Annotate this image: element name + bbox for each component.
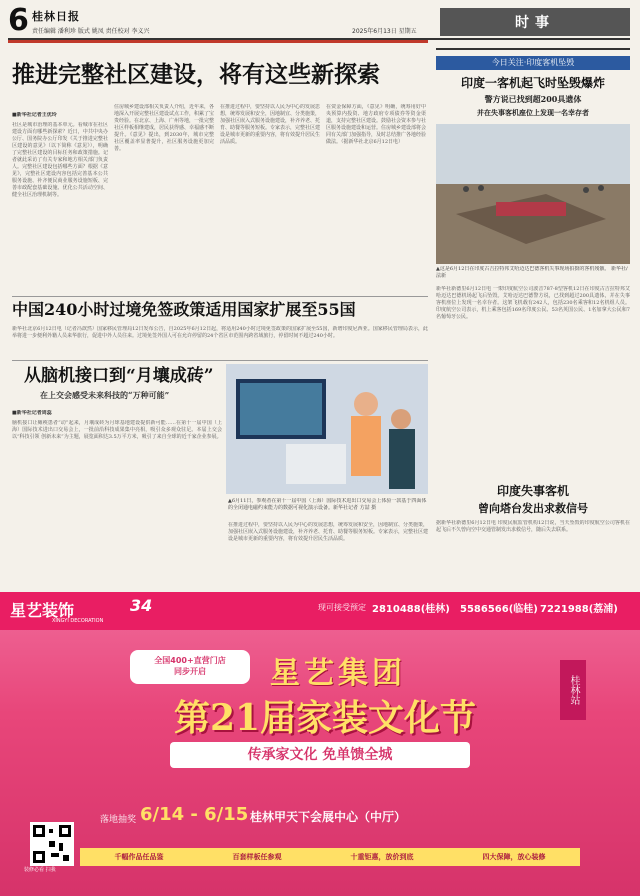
ad-stores: 全国400+直营门店 (154, 656, 226, 665)
page-number: 6 (8, 3, 29, 38)
ad-years: 34 (130, 596, 153, 615)
header-accent-rule (8, 40, 428, 43)
ad-slogan: 传承家文化 免单馈全城 (170, 742, 470, 768)
qr-code-graphic (33, 825, 71, 863)
tech-body: 脑机接口让瘫痪患者“动”起来，月壤成砖为月球基地建设提供新可能……在第十一届中国（上海）国际技术进出口交易会上，一批前沿科技成果集中亮相，吸引众多观众驻足。本届上交会以“科技引领 创新未来”为主题，展览面积达3.5万平方米，吸引了来自全球的近千家企业参展。 (12, 420, 222, 440)
ad-bottom-item: 四大保障，放心装修 (482, 853, 546, 861)
tech-subhead: 在上交会感受未来科技的“万种可能” (40, 390, 170, 400)
crash-photo (436, 124, 630, 264)
ad-hotline-label: 现可接受预定 (318, 603, 366, 612)
ad-phone-2: 5586566(临桂) (460, 604, 538, 615)
expo-caption: ▲6月11日，参观者在第十一届中国（上海）国际技术进出口交易会上体验一款基于四面体的全闭通电磁约束能力的数据可视化演示设备。新华社记者 方喆 摄 (228, 498, 427, 511)
crash-photo-illustration (436, 124, 630, 264)
sidebar-headline3: 曾向塔台发出求救信号 (478, 502, 588, 515)
divider (12, 360, 428, 361)
qr-code-icon (30, 822, 74, 866)
ad-store-badge (130, 650, 250, 684)
ad-phone-3: 7221988(荔浦) (540, 604, 618, 615)
ad-dates-label: 落地抽奖 (100, 815, 137, 825)
ad-venue: 桂林甲天下会展中心（中厅） (250, 810, 407, 824)
masthead: 桂林日报 (32, 10, 80, 23)
ad-stamp: 桂林站 (560, 660, 586, 720)
ad-bottom-item: 十重钜惠，放价到底 (350, 853, 414, 861)
ad-brand-en: XINGYI DECORATION (52, 618, 104, 624)
ad-phone-1: 2810488(桂林) (372, 604, 450, 615)
sidebar-body2: 据新华社新德里6月12日电 印度民航监管机构12日说，当天坠毁的印度航空公司客机在起飞后不久曾向空中交通管制发出求救信号，随后失去联系。 (436, 520, 630, 533)
visa-headline: 中国240小时过境免签政策适用国家扩展至55国 (12, 300, 356, 319)
ad-bottom-bar (80, 848, 580, 866)
section-banner: 时事 (440, 8, 630, 36)
sidebar-headline: 印度一客机起飞时坠毁爆炸 (460, 76, 605, 90)
divider (12, 296, 428, 297)
tech-headline: 从脑机接口到“月壤成砖” (24, 366, 214, 386)
crash-caption: ▲这是6月12日在印度古吉拉特邦艾哈迈达巴德客机失事现场拍摄的客机残骸。 新华社/法新 (436, 266, 628, 279)
expo-photo-illustration (226, 364, 428, 494)
tech-byline: ■新华社记者周蕊 (12, 410, 52, 416)
main-col-2: 住房城乡建设部相关负责人介绍，近年来，各地深入开展完整社区建设试点工作，积累了宝贵经验。在北京、上海、广州等地，一批完整社区样板相继建成，居民获得感、幸福感不断提升。《意见》提出，到2030年，城市完整社区覆盖率显著提升，社区服务设施更加完善。 (114, 104, 214, 152)
sidebar-rule (436, 48, 630, 50)
editors-line: 责任编辑 潘利珍 版式 姚凤 责任校对 李义兴 (32, 28, 150, 35)
sidebar-body: 新华社新德里6月12日电 一架印度航空公司波音787-8型客机12日在印度古吉拉特邦艾哈迈达巴德机场起飞后坠毁。艾哈迈达巴德警方说，已找到超过200具遗体，并在失事客机座位上发现一名幸存者。这架飞机载有242人，包括230名乘客和12名机组人员。印度航空公司表示，机上乘客包括169名印度公民、53名英国公民、1名加拿大公民和7名葡萄牙公民。 (436, 286, 630, 320)
ad-bottom-item: 千幅作品任品鉴 (114, 853, 164, 861)
ad-dates: 6/14 - 6/15 (140, 804, 249, 825)
sidebar-kicker: 今日关注·印度客机坠毁 (436, 56, 630, 70)
qr-label: 装修必看 扫我 (24, 867, 56, 873)
main-headline: 推进完整社区建设，将有这些新探索 (12, 61, 380, 88)
sidebar-sub2: 并在失事客机座位上发现一名幸存者 (477, 108, 589, 117)
dateline: 2025年6月13日 星期五 (352, 28, 417, 35)
ad-group: 星艺集团 (270, 656, 406, 691)
ad-festival: 第21届家装文化节 (173, 697, 477, 739)
main-col-1: 社区是城市治理的基本单元。看城市在社区建设方面有哪些新探索？近日，中共中央办公厅、国务院办公厅印发《关于推进完整社区建设的意见》（以下简称《意见》），明确了完整社区建设的目标任务和政策措施。记者就此采访了有关专家和地方相关部门负责人。完整社区建设包括哪些方面？根据《意见》，完整社区建设内容包括完善基本公共服务设施、补齐便民商业服务设施短板、完善市政配套基础设施、优化公共活动空间、健全社区治理机制等。 (12, 122, 108, 198)
expo-photo (226, 364, 428, 494)
tech-body-cont: 在推进过程中，要坚持以人民为中心的发展思想，统筹发展和安全，因地制宜、分类施策，加强社区嵌入式服务设施建设，补齐养老、托育、助餐等服务短板。专家表示，完整社区建设是城市更新的重要内容，将有效提升居民生活品质。 (228, 522, 428, 542)
sidebar-sub1: 警方说已找到超200具遗体 (484, 94, 582, 104)
main-col-4: 在资金保障方面，《意见》明确，统筹用好中央预算内投资、地方政府专项债券等资金渠道，支持完整社区建设。鼓励社会资本参与社区服务设施建设和运营。住房城乡建设部将会同有关部门加强指导，及时总结推广各地经验做法。（据新华社北京6月12日电） (326, 104, 426, 145)
sidebar-headline2: 印度失事客机 (496, 484, 569, 498)
visa-body: 新华社北京6月12日电（记者冯歆然）国家移民管理局12日发布公告，自2025年6月12日起，将适用240小时过境免签政策的国家扩展至55国，新增印度尼西亚。国家移民管理局表示，此举将进一步便利外籍人员来华旅行，促进中外人员往来。过境免签外国人可在允许停留的24个省区市范围内跨省域旅行，停留时间不超过240小时。 (12, 326, 428, 339)
ad-sync: 同步开启 (174, 667, 206, 676)
ad-brand: 星艺装饰 (10, 601, 75, 620)
main-col-3: 在推进过程中，要坚持以人民为中心的发展思想，统筹发展和安全，因地制宜、分类施策，加强社区嵌入式服务设施建设，补齐养老、托育、助餐等服务短板。专家表示，完整社区建设是城市更新的重要内容，将有效提升居民生活品质。 (220, 104, 320, 145)
ad-bottom-item: 百套样板任参观 (232, 853, 282, 861)
main-byline: ■新华社记者王优玲 (12, 112, 57, 118)
